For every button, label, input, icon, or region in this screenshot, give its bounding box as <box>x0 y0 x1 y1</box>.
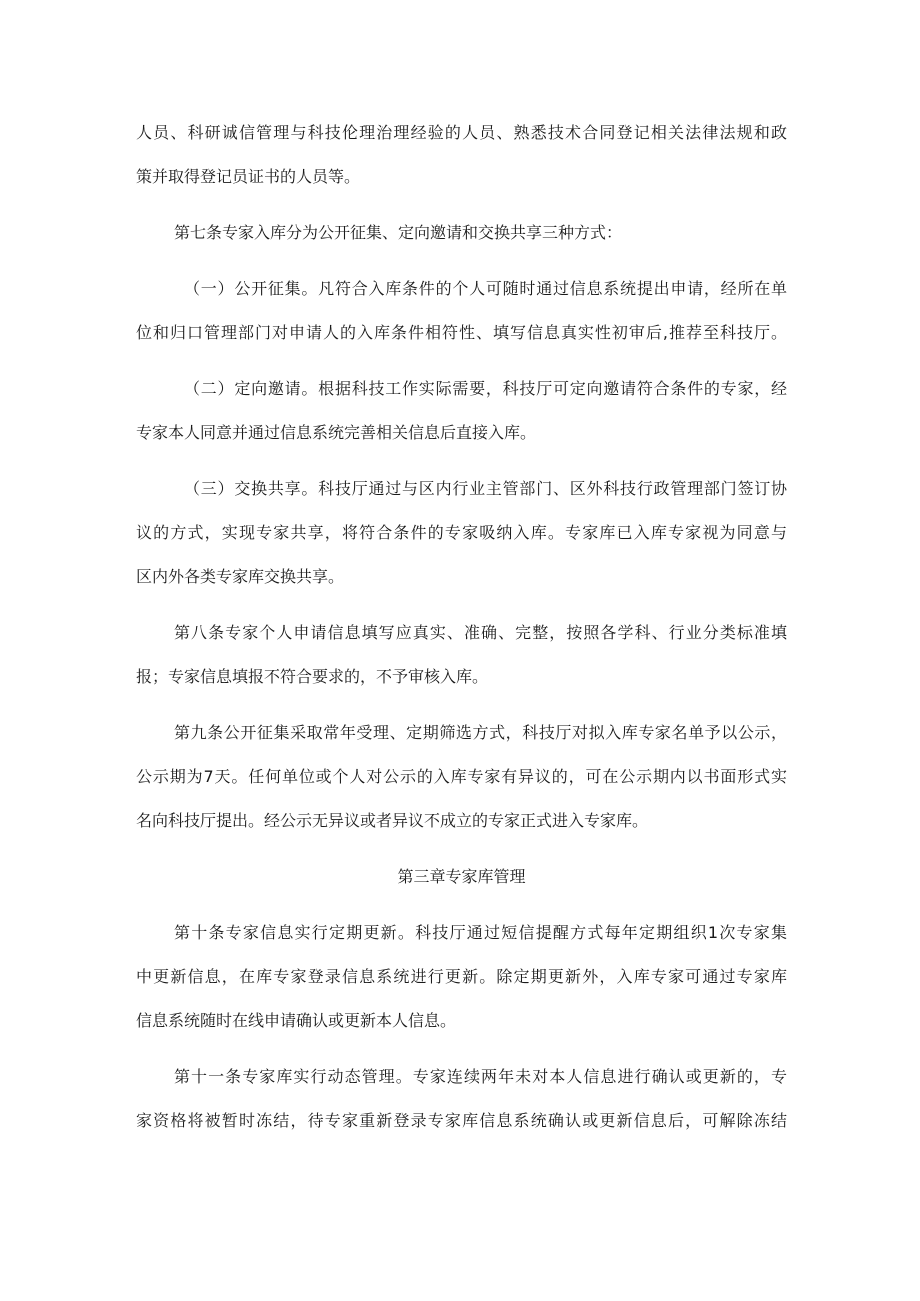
text-line: 区内外各类专家库交换共享。 <box>136 567 345 586</box>
paragraph-article-7 <box>136 211 787 255</box>
paragraph-continuation <box>136 111 787 199</box>
text-line: 家资格将被暂时冻结，待专家重新登录专家库信息系统确认或更新信息后，可解除冻结 <box>136 1111 787 1130</box>
text-line: 位和归口管理部门对申请人的入库条件相符性、填写信息真实性初审后,推荐至科技厅。 <box>136 323 787 342</box>
paragraph-article-9 <box>136 711 787 843</box>
text-line: 第八条专家个人申请信息填写应真实、准确、完整，按照各学科、行业分类标准填 <box>174 623 787 642</box>
text-line: 报；专家信息填报不符合要求的，不予审核入库。 <box>136 667 489 686</box>
chapter-heading: 第三章专家库管理 <box>397 867 526 886</box>
text-line: （二）定向邀请。根据科技工作实际需要，科技厅可定向邀请符合条件的专家，经 <box>184 379 787 398</box>
text-line: 第九条公开征集采取常年受理、定期筛选方式，科技厅对拟入库专家名单予以公示， <box>174 723 787 742</box>
text-line: 第十一条专家库实行动态管理。专家连续两年未对本人信息进行确认或更新的，专 <box>174 1067 787 1086</box>
text-line: 第十条专家信息实行定期更新。科技厅通过短信提醒方式每年定期组织1次专家集 <box>174 923 787 942</box>
text-line: （一）公开征集。凡符合入库条件的个人可随时通过信息系统提出申请，经所在单 <box>184 279 787 298</box>
text-line: 信息系统随时在线申请确认或更新本人信息。 <box>136 1011 457 1030</box>
text-line: 名向科技厅提出。经公示无异议或者异议不成立的专家正式进入专家库。 <box>136 811 649 830</box>
paragraph-article-8 <box>136 611 787 699</box>
paragraph-item-3 <box>136 467 787 599</box>
paragraph-item-1 <box>136 267 787 355</box>
text-line: 策并取得登记员证书的人员等。 <box>136 167 361 186</box>
text-line: 专家本人同意并通过信息系统完善相关信息后直接入库。 <box>136 423 537 442</box>
text-line: 公示期为7天。任何单位或个人对公示的入库专家有异议的，可在公示期内以书面形式实 <box>136 767 787 786</box>
text-line: 议的方式，实现专家共享，将符合条件的专家吸纳入库。专家库已入库专家视为同意与 <box>136 523 787 542</box>
text-line: 中更新信息，在库专家登录信息系统进行更新。除定期更新外，入库专家可通过专家库 <box>136 967 787 986</box>
paragraph-article-10 <box>136 911 787 1043</box>
text-line: （三）交换共享。科技厅通过与区内行业主管部门、区外科技行政管理部门签订协 <box>184 479 787 498</box>
text-line: 人员、科研诚信管理与科技伦理治理经验的人员、熟悉技术合同登记相关法律法规和政 <box>136 123 787 142</box>
text-line: 第七条专家入库分为公开征集、定向邀请和交换共享三种方式： <box>174 223 623 242</box>
paragraph-article-11 <box>136 1055 787 1143</box>
paragraph-item-2 <box>136 367 787 455</box>
document-body <box>136 111 787 1155</box>
